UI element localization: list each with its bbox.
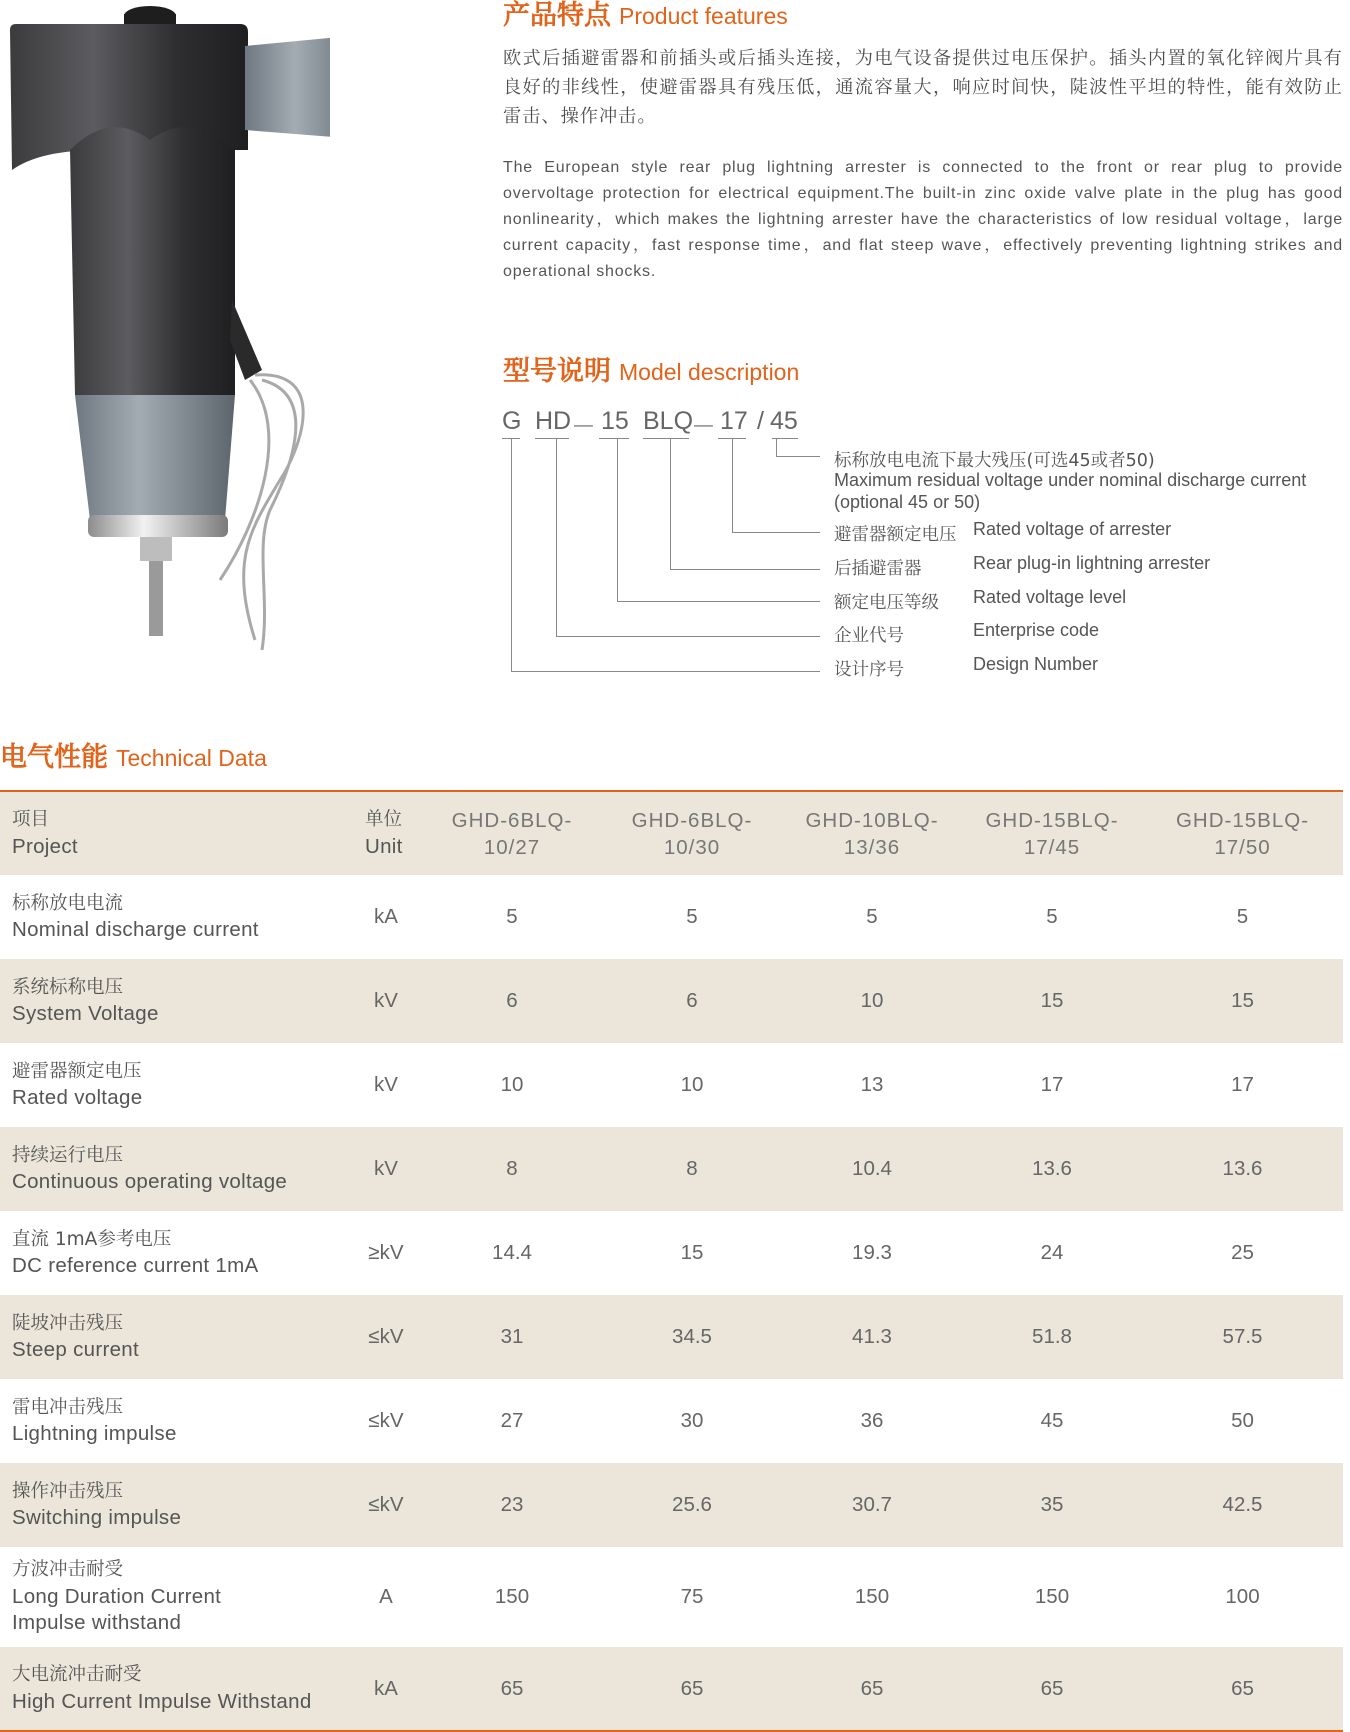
table-header-row xyxy=(0,791,1343,875)
table-cell: 57.5 xyxy=(1222,1325,1263,1348)
connector-v-level xyxy=(617,438,618,601)
technical-heading xyxy=(0,744,267,771)
code-seg-rear-plug: BLQ xyxy=(643,407,694,435)
table-row-lightning-impulse xyxy=(0,1379,1343,1463)
table-cell: 36 xyxy=(860,1409,884,1432)
header-model-2 xyxy=(602,791,782,875)
model-title-zh: 型号说明 xyxy=(503,356,611,387)
features-text-zh: 欧式后插避雷器和前插头或后插头连接，为电气设备提供过电压保护。插头内置的氧化锌阀片具有良好的非线性，使避雷器具有残压低，通流容量大，响应时间快，陡波性平坦的特性，能有效防止雷击、操作冲击。 xyxy=(503,48,1343,127)
technical-title-en: Technical Data xyxy=(116,745,267,771)
lower-sleeve xyxy=(75,395,235,520)
row-label xyxy=(0,1463,350,1547)
underline-15 xyxy=(599,438,629,439)
table-cell: 24 xyxy=(1040,1241,1064,1264)
model-item-design-zh: 设计序号 xyxy=(834,660,904,680)
row-unit: kA xyxy=(374,905,398,928)
table-cell: 6 xyxy=(686,989,698,1012)
bushing-cone xyxy=(245,34,330,140)
model-heading xyxy=(503,358,799,385)
table-row-rated-voltage xyxy=(0,1043,1343,1127)
table-cell: 19.3 xyxy=(852,1241,892,1264)
connector-h-enterprise xyxy=(556,636,820,637)
code-seg-dash-2: － xyxy=(691,413,717,441)
model-item-enterprise-en: Enterprise code xyxy=(973,620,1100,640)
table-cell: 75 xyxy=(680,1585,704,1608)
row-label xyxy=(0,1211,350,1295)
row-label-en-line2: Impulse withstand xyxy=(12,1611,182,1635)
connector-v-enterprise xyxy=(556,438,557,636)
row-label xyxy=(0,1647,350,1731)
header-model-4-line2: 17/45 xyxy=(1023,835,1081,859)
model-item-residual-en2: (optional 45 or 50) xyxy=(834,492,981,512)
row-label-en: System Voltage xyxy=(12,1002,159,1025)
table-cell: 5 xyxy=(866,905,878,928)
row-label-zh: 系统标称电压 xyxy=(12,976,124,998)
table-cell: 8 xyxy=(506,1157,518,1180)
row-label-zh: 雷电冲击残压 xyxy=(12,1396,124,1418)
header-unit-en: Unit xyxy=(365,834,403,858)
technical-data-table xyxy=(0,790,1343,1732)
table-row-switching-impulse xyxy=(0,1463,1343,1547)
table-cell: 17 xyxy=(1231,1073,1254,1096)
header-model-1-line2: 10/27 xyxy=(483,835,541,859)
table-cell: 42.5 xyxy=(1222,1493,1263,1516)
code-seg-rated-voltage: 17 xyxy=(720,407,748,435)
model-item-level-en: Rated voltage level xyxy=(973,587,1127,607)
table-row-nominal-discharge xyxy=(0,875,1343,959)
table-cell: 25.6 xyxy=(672,1493,712,1516)
arrester-body xyxy=(70,127,235,395)
row-label-en: Continuous operating voltage xyxy=(12,1170,288,1193)
table-cell: 13 xyxy=(860,1073,884,1096)
row-unit: ≥kV xyxy=(368,1241,404,1264)
model-item-residual-zh: 标称放电电流下最大残压(可选45或者50) xyxy=(834,451,1155,471)
table-cell: 5 xyxy=(506,905,518,928)
table-cell: 45 xyxy=(1040,1409,1064,1432)
table-cell: 65 xyxy=(860,1676,884,1700)
row-label-zh: 持续运行电压 xyxy=(12,1144,124,1166)
table-cell: 13.6 xyxy=(1032,1157,1072,1180)
code-seg-residual: 45 xyxy=(770,407,798,435)
table-cell: 15 xyxy=(1231,989,1254,1012)
underline-blq xyxy=(643,438,689,439)
metal-ring xyxy=(88,515,228,537)
table-cell: 30.7 xyxy=(852,1493,892,1516)
row-unit: kV xyxy=(374,989,398,1012)
row-label xyxy=(0,1127,350,1211)
row-unit: kV xyxy=(374,1157,398,1180)
row-unit: kA xyxy=(374,1676,398,1700)
header-model-5-line1: GHD-15BLQ- xyxy=(1175,808,1310,832)
table-cell: 50 xyxy=(1231,1409,1254,1432)
header-model-5-line2: 17/50 xyxy=(1214,835,1271,859)
table-row-continuous-voltage xyxy=(0,1127,1343,1211)
model-item-design-en: Design Number xyxy=(973,654,1099,674)
terminal-nut xyxy=(140,537,172,561)
features-text-en: The European style rear plug lightning arrester is connected to the front or rear plug to provide overvoltage protection for electrical equipment.The built-in zinc oxide valve plate in the plug has good nonlinearity，which makes the lightning arrester have the characteristics of low residual voltage，large current capacity，fast response time，and flat steep wave，effectively preventing lightning strikes and operational shocks. xyxy=(503,159,1343,280)
table-cell: 100 xyxy=(1225,1585,1260,1608)
table-cell: 51.8 xyxy=(1032,1325,1072,1348)
table-row-steep-current xyxy=(0,1295,1343,1379)
header-model-1-line1: GHD-6BLQ- xyxy=(451,808,573,832)
row-label xyxy=(0,959,350,1043)
table-cell: 41.3 xyxy=(852,1325,892,1348)
row-unit: kV xyxy=(374,1073,398,1096)
table-cell: 10 xyxy=(500,1073,524,1096)
header-project-zh: 项目 xyxy=(12,809,50,830)
header-model-2-line1: GHD-6BLQ- xyxy=(631,808,753,832)
code-seg-slash: / xyxy=(757,407,764,435)
table-cell: 10 xyxy=(860,989,884,1012)
header-unit-zh: 单位 xyxy=(365,809,403,830)
model-item-rearplug-en: Rear plug-in lightning arrester xyxy=(973,553,1211,573)
header-model-4 xyxy=(962,791,1142,875)
row-label-zh: 避雷器额定电压 xyxy=(12,1060,142,1082)
code-seg-design: G xyxy=(502,407,522,435)
table-row-high-current xyxy=(0,1647,1343,1731)
technical-title-zh: 电气性能 xyxy=(0,742,108,773)
code-seg-voltage-level: 15 xyxy=(601,407,629,435)
row-label-zh: 操作冲击残压 xyxy=(12,1480,124,1502)
connector-h-residual xyxy=(776,456,820,457)
row-label xyxy=(0,1043,350,1127)
row-label-zh: 直流 1mA参考电压 xyxy=(12,1228,172,1250)
table-cell: 23 xyxy=(500,1493,524,1516)
model-item-rearplug-zh: 后插避雷器 xyxy=(834,559,922,579)
model-title-en: Model description xyxy=(619,359,800,385)
table-cell: 15 xyxy=(1040,989,1064,1012)
table-cell: 65 xyxy=(1231,1676,1254,1700)
table-cell: 8 xyxy=(686,1157,698,1180)
connector-v-design xyxy=(511,438,512,671)
header-model-3-line1: GHD-10BLQ- xyxy=(805,808,939,832)
model-item-rated-zh: 避雷器额定电压 xyxy=(834,525,957,545)
table-cell: 14.4 xyxy=(492,1241,532,1264)
row-label xyxy=(0,1547,350,1647)
model-item-rated-en: Rated voltage of arrester xyxy=(973,519,1172,539)
table-cell: 5 xyxy=(686,905,698,928)
row-label-en: Rated voltage xyxy=(12,1086,143,1109)
row-label xyxy=(0,1379,350,1463)
row-label-zh: 陡坡冲击残压 xyxy=(12,1312,124,1334)
table-cell: 5 xyxy=(1046,905,1058,928)
row-label-en: Steep current xyxy=(12,1338,139,1361)
table-cell: 6 xyxy=(506,989,518,1012)
connector-v-rearplug xyxy=(670,438,671,569)
header-model-3-line2: 13/36 xyxy=(843,835,901,859)
connector-h-level xyxy=(617,601,820,602)
row-unit: A xyxy=(379,1585,393,1608)
row-label-en: High Current Impulse Withstand xyxy=(12,1689,312,1713)
header-project-en: Project xyxy=(12,834,78,858)
features-title-zh: 产品特点 xyxy=(503,0,611,31)
table-cell: 17 xyxy=(1040,1073,1064,1096)
header-model-4-line1: GHD-15BLQ- xyxy=(985,808,1119,832)
row-label-en: Long Duration Current xyxy=(12,1584,222,1608)
underline-hd xyxy=(535,438,569,439)
header-model-5 xyxy=(1142,791,1343,875)
row-label-zh: 大电流冲击耐受 xyxy=(12,1664,142,1685)
table-cell: 65 xyxy=(500,1676,524,1700)
table-cell: 31 xyxy=(500,1325,524,1348)
connector-v-residual xyxy=(776,438,777,456)
model-diagram xyxy=(495,400,1345,690)
model-item-level-zh: 额定电压等级 xyxy=(834,593,939,613)
table-cell: 150 xyxy=(494,1585,530,1608)
row-label-zh: 标称放电电流 xyxy=(12,892,124,914)
row-label-zh: 方波冲击耐受 xyxy=(12,1559,124,1581)
row-unit: ≤kV xyxy=(368,1325,404,1348)
table-cell: 5 xyxy=(1236,905,1249,928)
table-row-system-voltage xyxy=(0,959,1343,1043)
table-cell: 65 xyxy=(1040,1676,1064,1700)
header-model-1 xyxy=(422,791,602,875)
row-label-en: Switching impulse xyxy=(12,1506,182,1529)
table-cell: 65 xyxy=(680,1676,704,1700)
row-label-en: DC reference current 1mA xyxy=(12,1254,259,1277)
header-project xyxy=(0,791,350,875)
features-title-en: Product features xyxy=(619,3,788,29)
table-cell: 150 xyxy=(1034,1585,1070,1608)
product-illustration xyxy=(0,0,330,660)
row-unit: ≤kV xyxy=(368,1493,404,1516)
code-seg-enterprise: HD xyxy=(535,407,572,435)
header-unit xyxy=(350,791,422,875)
terminal-stud xyxy=(149,561,163,636)
table-row-long-duration xyxy=(0,1547,1343,1647)
table-cell: 34.5 xyxy=(672,1325,712,1348)
row-label-en: Nominal discharge current xyxy=(12,918,259,941)
row-label-en: Lightning impulse xyxy=(12,1422,177,1445)
table-cell: 35 xyxy=(1040,1493,1064,1516)
row-label xyxy=(0,875,350,959)
connector-v-rated xyxy=(732,438,733,532)
connector-h-design xyxy=(511,671,820,672)
table-cell: 25 xyxy=(1231,1241,1254,1264)
table-cell: 15 xyxy=(680,1241,704,1264)
header-model-3 xyxy=(782,791,962,875)
model-item-enterprise-zh: 企业代号 xyxy=(834,626,904,646)
table-cell: 27 xyxy=(500,1409,524,1432)
table-cell: 10 xyxy=(680,1073,704,1096)
connector-h-rated xyxy=(732,532,820,533)
features-heading xyxy=(503,2,788,29)
table-cell: 10.4 xyxy=(852,1157,892,1180)
table-cell: 13.6 xyxy=(1222,1157,1263,1180)
connector-h-rearplug xyxy=(670,569,820,570)
code-seg-dash-1: － xyxy=(571,413,597,441)
model-item-residual-en: Maximum residual voltage under nominal discharge current xyxy=(834,470,1307,490)
header-model-2-line2: 10/30 xyxy=(663,835,721,859)
table-cell: 30 xyxy=(680,1409,704,1432)
table-cell: 150 xyxy=(854,1585,890,1608)
row-label xyxy=(0,1295,350,1379)
table-row-dc-reference xyxy=(0,1211,1343,1295)
row-unit: ≤kV xyxy=(368,1409,404,1432)
